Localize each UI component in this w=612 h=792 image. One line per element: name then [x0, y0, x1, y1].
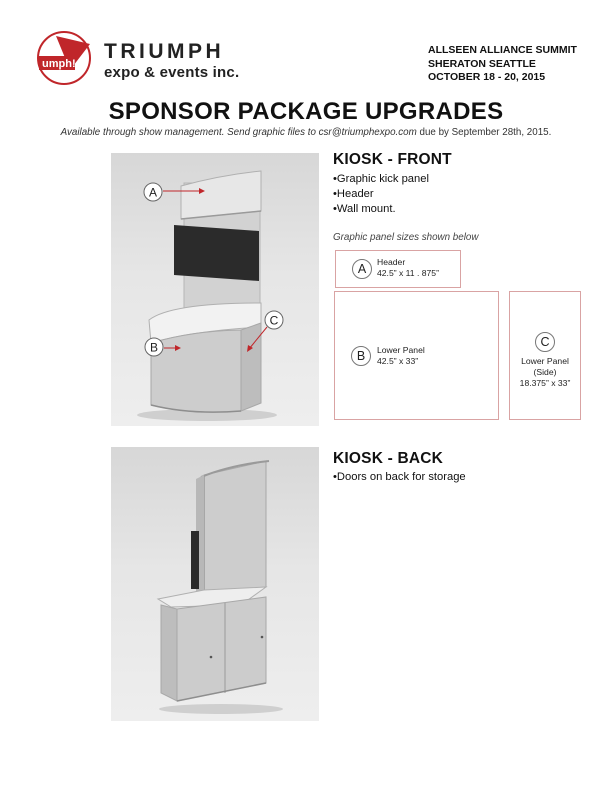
- panel-b-size: 42.5” x 33”: [377, 356, 419, 366]
- kiosk-front-image: [111, 153, 319, 426]
- event-dates: OCTOBER 18 - 20, 2015: [428, 71, 546, 83]
- panel-a-size: 42.5” x 11 . 875”: [377, 268, 439, 278]
- panel-c-subname: (Side): [533, 367, 557, 377]
- feature-item: •Header: [333, 188, 374, 200]
- kiosk-front-title: KIOSK - FRONT: [333, 151, 452, 168]
- panel-b-circle: B: [351, 346, 371, 366]
- side-panel-box: [509, 291, 581, 420]
- feature-item: •Wall mount.: [333, 203, 396, 215]
- kiosk-front-features: [333, 172, 429, 217]
- panel-b-name: Lower Panel: [377, 345, 425, 355]
- event-info: [428, 44, 577, 85]
- callout-c-letter: C: [269, 313, 279, 328]
- header-panel-box: [335, 250, 461, 288]
- lower-panel-box: [334, 291, 499, 420]
- subtitle-instructions: Available through show management. Send graphic files to csr@triumphexpo.com: [60, 127, 417, 138]
- brand-name: TRIUMPH: [104, 40, 225, 63]
- panel-a-circle: A: [352, 259, 372, 279]
- brand-subtitle: expo & events inc.: [104, 64, 240, 81]
- feature-item: •Graphic kick panel: [333, 173, 429, 185]
- panel-c-circle: C: [535, 332, 555, 352]
- subtitle-deadline: due by September 28th, 2015.: [416, 127, 552, 138]
- kiosk-back-title: KIOSK - BACK: [333, 450, 444, 467]
- panel-c-size: 18.375” x 33”: [519, 378, 571, 388]
- kiosk-back-image: [111, 447, 319, 721]
- event-venue: SHERATON SEATTLE: [428, 57, 536, 70]
- callout-b-letter: B: [149, 340, 159, 355]
- page-subtitle: [0, 127, 612, 138]
- page-title: SPONSOR PACKAGE UPGRADES: [108, 98, 504, 125]
- kiosk-back-features: [333, 470, 466, 485]
- event-name: ALLSEEN ALLIANCE SUMMIT: [428, 44, 577, 56]
- panel-sizes-note: Graphic panel sizes shown below: [333, 232, 479, 243]
- panel-a-name: Header: [377, 257, 406, 267]
- callout-a-letter: A: [148, 185, 158, 200]
- panel-c-name: Lower Panel: [521, 356, 569, 366]
- feature-item: •Doors on back for storage: [333, 471, 466, 483]
- company-logo: [36, 30, 92, 86]
- logo-badge-text: umph!: [42, 58, 76, 70]
